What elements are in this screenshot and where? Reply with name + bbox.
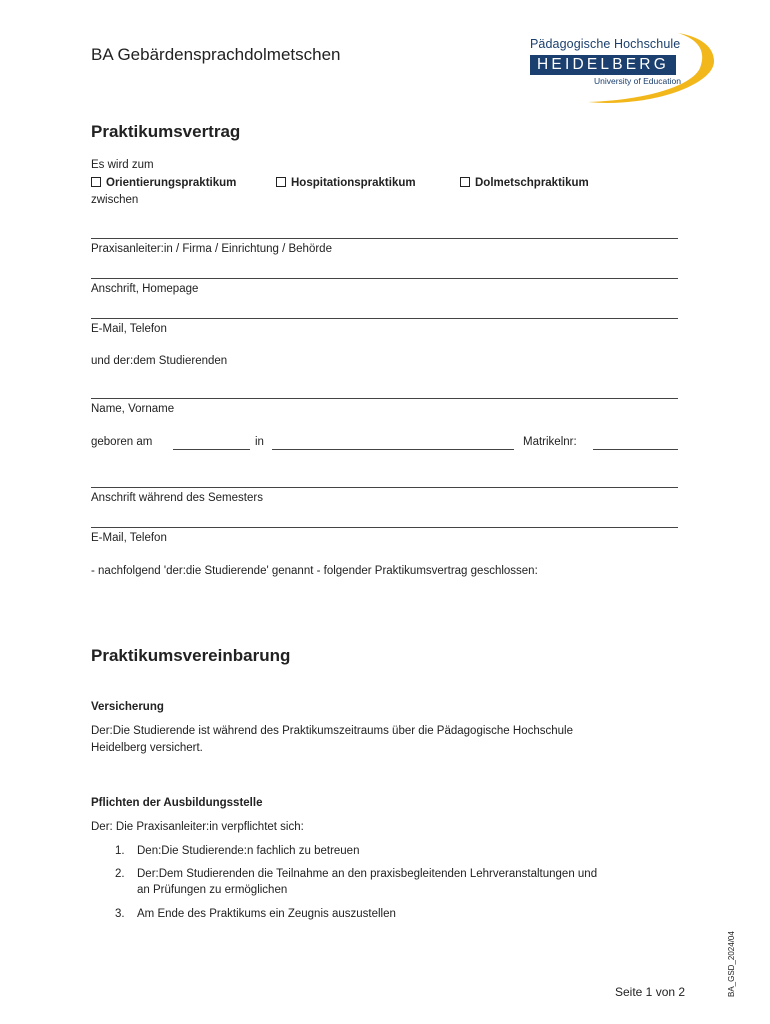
list-text: Der:Dem Studierenden die Teilnahme an den praxisbegleitenden Lehrveranstaltungen und — [137, 868, 598, 880]
leader-label: Praxisanleiter:in / Firma / Einrichtung / Behörde — [91, 243, 332, 255]
semester-address-input-line[interactable] — [91, 487, 678, 488]
logo-line-2: HEIDELBERG — [530, 55, 676, 75]
birthdate-input-line[interactable] — [173, 449, 250, 450]
student-contact-input-line[interactable] — [91, 527, 678, 528]
list-number: 2. — [115, 868, 125, 880]
insurance-text-1: Der:Die Studierende ist während des Praktikumszeitraums über die Pädagogische Hochschule — [91, 725, 573, 737]
option-label: Dolmetschpraktikum — [475, 177, 589, 189]
university-logo — [528, 30, 718, 110]
logo-line-3: University of Education — [594, 76, 681, 86]
born-label: geboren am — [91, 436, 153, 448]
list-item — [115, 868, 597, 880]
option-hospitation[interactable] — [276, 177, 416, 189]
and-student-label: und der:dem Studierenden — [91, 355, 228, 367]
leader-input-line[interactable] — [91, 238, 678, 239]
insurance-title: Versicherung — [91, 701, 164, 713]
birthplace-input-line[interactable] — [272, 449, 514, 450]
list-item — [115, 845, 359, 857]
semester-address-label: Anschrift während des Semesters — [91, 492, 263, 504]
list-text: Am Ende des Praktikums ein Zeugnis auszustellen — [137, 908, 396, 920]
list-number: 1. — [115, 845, 125, 857]
agreement-heading: Praktikumsvereinbarung — [91, 646, 291, 665]
option-label: Hospitationspraktikum — [291, 177, 416, 189]
list-text: Den:Die Studierende:n fachlich zu betreuen — [137, 845, 360, 857]
list-item — [115, 908, 396, 920]
list-text-continuation: an Prüfungen zu ermöglichen — [137, 884, 288, 896]
option-label: Orientierungspraktikum — [106, 177, 237, 189]
name-input-line[interactable] — [91, 398, 678, 399]
birthplace-label: in — [255, 436, 264, 448]
contact-input-line[interactable] — [91, 318, 678, 319]
name-label: Name, Vorname — [91, 403, 175, 415]
list-number: 3. — [115, 908, 125, 920]
insurance-text-2: Heidelberg versichert. — [91, 742, 203, 754]
option-orientierung[interactable] — [91, 177, 236, 189]
option-dolmetsch[interactable] — [460, 177, 589, 189]
checkbox-icon[interactable] — [91, 177, 101, 187]
document-code: BA_GSD_2024/04 — [727, 931, 736, 997]
duties-intro: Der: Die Praxisanleiter:in verpflichtet sich: — [91, 821, 304, 833]
matrikel-input-line[interactable] — [593, 449, 678, 450]
address-label: Anschrift, Homepage — [91, 283, 199, 295]
matrikel-label: Matrikelnr: — [523, 436, 577, 448]
contract-intro: Es wird zum — [91, 159, 154, 171]
page-number: Seite 1 von 2 — [615, 985, 686, 999]
checkbox-icon[interactable] — [276, 177, 286, 187]
address-input-line[interactable] — [91, 278, 678, 279]
contact-label: E-Mail, Telefon — [91, 323, 167, 335]
contract-heading: Praktikumsvertrag — [91, 122, 241, 141]
contract-between: zwischen — [91, 194, 139, 206]
contract-closing: - nachfolgend 'der:die Studierende' genannt - folgender Praktikumsvertrag geschlossen: — [91, 565, 538, 577]
logo-line-1: Pädagogische Hochschule — [530, 37, 681, 51]
document-header-title: BA Gebärdensprachdolmetschen — [91, 45, 341, 64]
duties-title: Pflichten der Ausbildungsstelle — [91, 797, 263, 809]
student-contact-label: E-Mail, Telefon — [91, 532, 167, 544]
checkbox-icon[interactable] — [460, 177, 470, 187]
